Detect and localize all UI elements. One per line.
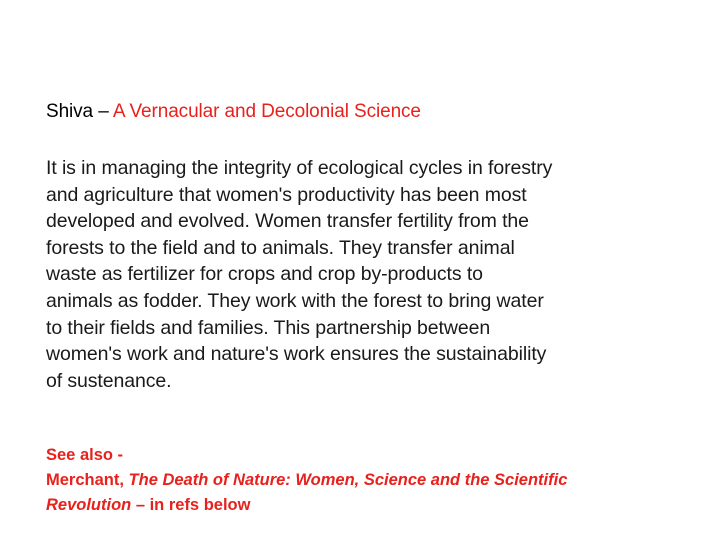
quote-body: [46, 155, 646, 394]
reference-line-2: [46, 493, 686, 518]
quote-line: animals as fodder. They work with the forest to bring water: [46, 289, 544, 312]
quote-line: to their fields and families. This partnership between: [46, 316, 491, 339]
reference-line-1: [46, 468, 686, 493]
heading-separator: –: [93, 101, 113, 122]
reference-book-title-continued: Revolution: [46, 496, 132, 514]
see-also-label: See also -: [46, 446, 124, 464]
quote-line: women's work and nature's work ensures the sustainability: [46, 343, 547, 366]
quote-line: of sustenance.: [46, 369, 172, 392]
slide-heading: [46, 99, 686, 125]
reference-book-title: The Death of Nature: Women, Science and the Scientific: [128, 471, 568, 489]
reference-author: Merchant,: [46, 471, 129, 489]
reference-suffix: – in refs below: [131, 496, 251, 514]
quote-line: developed and evolved. Women transfer fertility from the: [46, 210, 529, 233]
quote-line: and agriculture that women's productivity has been most: [46, 183, 527, 206]
quote-line: forests to the field and to animals. They transfer animal: [46, 236, 515, 259]
heading-title: A Vernacular and Decolonial Science: [112, 101, 421, 122]
quote-line: waste as fertilizer for crops and crop by-products to: [46, 263, 483, 286]
quote-line: It is in managing the integrity of ecological cycles in forestry: [46, 157, 553, 179]
heading-author: Shiva: [46, 101, 94, 122]
see-also-reference: [46, 443, 686, 518]
